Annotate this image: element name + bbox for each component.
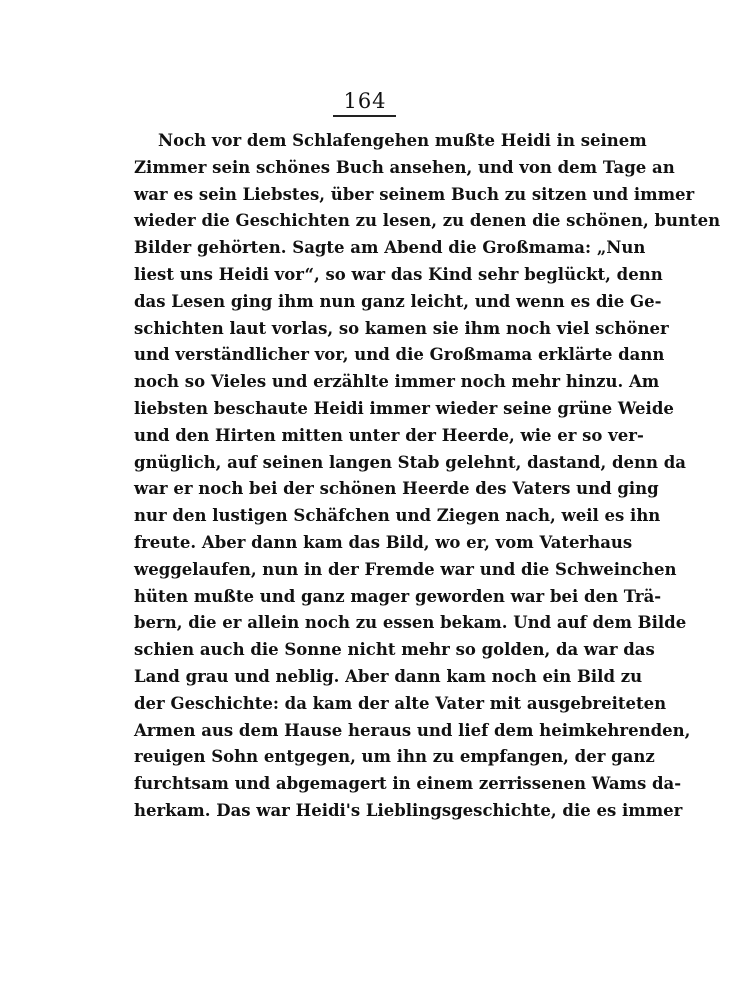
- text-line: und den Hirten mitten unter der Heerde, wie er so ver-: [134, 425, 644, 445]
- text-line: gnüglich, auf seinen langen Stab gelehnt, dastand, denn da: [134, 452, 686, 472]
- text-line: schien auch die Sonne nicht mehr so golden, da war das: [134, 640, 655, 660]
- text-line: hüten mußte und ganz mager geworden war bei den Trä-: [134, 586, 662, 606]
- text-line: furchtsam und abgemagert in einem zerrissenen Wams da-: [134, 774, 682, 794]
- text-line: reuigen Sohn entgegen, um ihn zu empfangen, der ganz: [134, 747, 655, 767]
- text-line: liest uns Heidi vor“, so war das Kind sehr beglückt, denn: [134, 264, 663, 284]
- text-line: Noch vor dem Schlafengehen mußte Heidi in seinem: [158, 131, 647, 150]
- body-text: [134, 128, 721, 825]
- text-line: Land grau und neblig. Aber dann kam noch ein Bild zu: [134, 666, 643, 686]
- text-line: und verständlicher vor, und die Großmama erklärte dann: [134, 345, 665, 365]
- text-line: liebsten beschaute Heidi immer wieder seine grüne Weide: [134, 398, 674, 418]
- text-line: das Lesen ging ihm nun ganz leicht, und wenn es die Ge-: [134, 291, 662, 311]
- text-line: war es sein Liebstes, über seinem Buch zu sitzen und immer: [134, 184, 695, 204]
- header-rule: [333, 115, 396, 117]
- text-line: Bilder gehörten. Sagte am Abend die Großmama: „Nun: [134, 238, 646, 258]
- text-line: herkam. Das war Heidi's Lieblingsgeschichte, die es immer: [134, 800, 683, 820]
- text-line: schichten laut vorlas, so kamen sie ihm noch viel schöner: [134, 318, 669, 338]
- text-line: freute. Aber dann kam das Bild, wo er, vom Vaterhaus: [134, 532, 633, 552]
- text-line: war er noch bei der schönen Heerde des Vaters und ging: [134, 479, 659, 499]
- text-line: wieder die Geschichten zu lesen, zu denen die schönen, bunten: [134, 211, 721, 231]
- text-line: bern, die er allein noch zu essen bekam. Und auf dem Bilde: [134, 613, 687, 633]
- text-line: nur den lustigen Schäfchen und Ziegen nach, weil es ihn: [134, 506, 661, 526]
- text-line: Zimmer sein schönes Buch ansehen, und von dem Tage an: [134, 157, 675, 177]
- text-line: der Geschichte: da kam der alte Vater mit ausgebreiteten: [134, 693, 667, 713]
- page-number: 164: [343, 89, 387, 113]
- text-line: noch so Vieles und erzählte immer noch mehr hinzu. Am: [134, 372, 660, 392]
- text-line: Armen aus dem Hause heraus und lief dem heimkehrenden,: [134, 720, 691, 740]
- text-line: weggelaufen, nun in der Fremde war und die Schweinchen: [134, 559, 677, 579]
